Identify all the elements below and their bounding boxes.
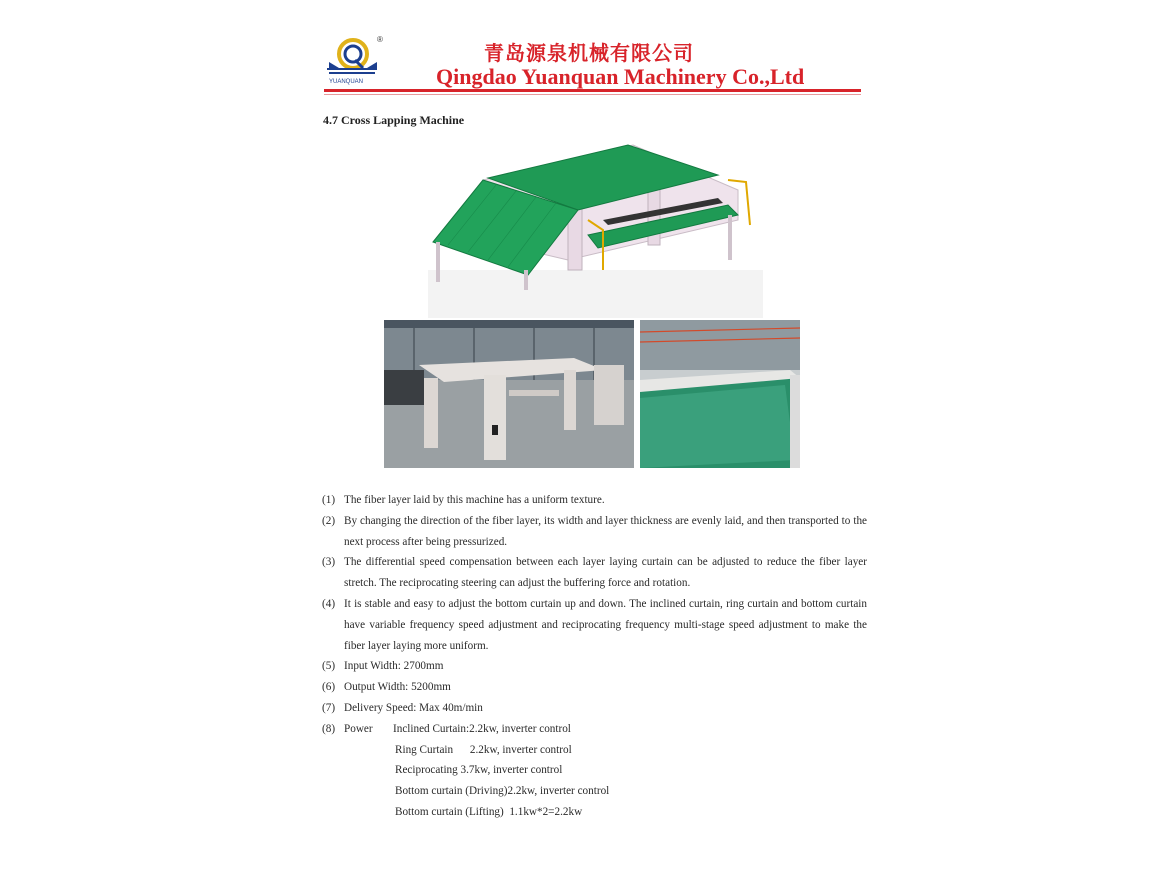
section-title: 4.7 Cross Lapping Machine: [323, 113, 465, 127]
power-line: Bottom curtain (Driving)2.2kw, inverter control: [395, 785, 610, 798]
header-divider-thin: [324, 94, 861, 95]
company-logo: [325, 32, 385, 86]
feature-list: [322, 490, 867, 823]
logo-text: YUANQUAN: [329, 79, 364, 85]
machine-render-image: [428, 130, 763, 318]
header-divider: [324, 89, 861, 92]
list-item: (1) The fiber layer laid by this machine has a uniform texture.: [322, 494, 605, 506]
power-spec-row: (8) Power Inclined Curtain:2.2kw, inverter control: [322, 719, 867, 740]
company-name-english: Qingdao Yuanquan Machinery Co.,Ltd: [436, 64, 805, 89]
factory-photo-left: [384, 320, 634, 468]
list-item: (2) By changing the direction of the fiber layer, its width and layer thickness are evenly laid, and then transported to the next process after being pressurized.: [322, 514, 867, 548]
list-item: (5) Input Width: 2700mm: [322, 660, 444, 673]
list-item: (4) It is stable and easy to adjust the bottom curtain up and down. The inclined curtain, ring curtain and bottom curtain have variable frequency speed adjustment and reciprocating frequency multi-stage speed adjustment to make the fiber layer laying more uniform.: [322, 597, 867, 652]
power-line: Inclined Curtain:2.2kw, inverter control: [393, 722, 571, 735]
power-line: Bottom curtain (Lifting) 1.1kw*2=2.2kw: [395, 805, 583, 818]
factory-photo-right: [640, 320, 800, 468]
company-name-chinese: 青岛源泉机械有限公司: [484, 41, 694, 65]
power-line: Reciprocating 3.7kw, inverter control: [395, 764, 563, 777]
svg-text:®: ®: [377, 35, 383, 44]
list-item: (6) Output Width: 5200mm: [322, 681, 451, 694]
list-item: (7) Delivery Speed: Max 40m/min: [322, 701, 483, 714]
power-label: Power: [344, 722, 373, 735]
list-item: (3) The differential speed compensation between each layer laying curtain can be adjusted to reduce the fiber layer stretch. The reciprocating steering can adjust the buffering force and rotation.: [322, 556, 867, 590]
power-line: Ring Curtain 2.2kw, inverter control: [395, 743, 572, 756]
